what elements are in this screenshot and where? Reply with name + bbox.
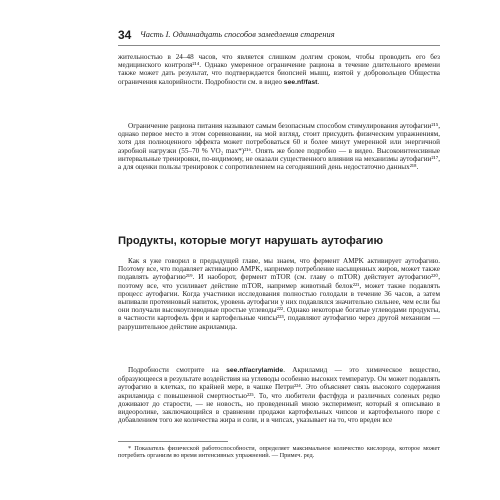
header-rule [118,45,440,46]
paragraph-2 [118,122,440,171]
acrylamide-link[interactable]: see.nf/acrylamide [226,367,284,374]
footnote-text: * Показатель физической работоспособности, определяет максимальное количество кислорода, которое может потребить организм во время интенсивных упражнений. — Примеч. ред. [118,445,440,460]
paragraph-3-text: Как я уже говорил в предыдущей главе, мы знаем, что фермент AMPK активирует аутофагию. Поэтому все, что подавляет активацию AMPK, например потребление насыщенных жиров, может также подавлять аутофагию²¹⁹. И наоборот, фермент mTOR (см. главу о mTOR) действует аутофагию²²⁰, поэтому все, что усиливает действие mTOR, например животный белок²²¹, может также подавлять процесс аутофагии. Когда участники исследования полностью голодали в течение 36 часов, а затем выпивали протеиновый напиток, уровень аутофагии у них подавлялся значительно сильнее, чем если бы они получали высокоуглеводные простые углеводы²²². Однако некоторые богатые углеводами продукты, в частности картофель фри и картофельные чипсы²²³, подавляют аутофагию через другой механизм — разрушительное действие акриламида. [118,257,440,331]
fast-link[interactable]: see.nf/fast [283,78,318,86]
footnote [118,445,440,459]
paragraph-4 [118,366,440,424]
section-title: Продукты, которые могут нарушать аутофагию [118,235,384,247]
paragraph-3 [118,257,440,331]
page-header [118,28,418,42]
page-number: 34 [118,28,132,42]
footnote-rule [118,441,228,442]
paragraph-2-text: Ограничение рациона питания называют самым безопасным способом стимулирования аутофагии²¹⁵, однако первое место в этом соревновании, на мой взгляд, стоит присудить физическим упражнениям, хотя для полноценного эффекта может потребоваться 60 и более минут умеренной или энергичной аэробной нагрузки (55–70 % VO₂ max*)²¹⁶. Опять же более подробно — в видео. Высокоинтенсивные интервальные тренировки, по-видимому, не оказали существенного влияния на механизмы аутофагии²¹⁷, а для оценки пользы тренировок с сопротивлением на сегодняшний день недостаточно данных²¹⁸. [118,122,440,172]
paragraph-1 [118,53,440,87]
paragraph-1-text: жительностью в 24–48 часов, что является слишком долгим сроком, чтобы проводить его без медицинского контроля²¹⁴. Однако умеренное ограничение рациона в течение длительного времени также может дать результат, что подтверждается биопсией мышц, взятой у добровольцев Общества ограничения калорийности. Подробности см. в видео [118,53,440,86]
running-head: Часть I. Одиннадцать способов замедления старения [140,30,335,39]
paragraph-4-text-before: Подробности смотрите на [128,366,227,374]
paragraph-4-text-after: . Акриламид — это химическое вещество, образующееся в результате воздействия на углеводы особенно высоких температур. Он может подавлять аутофагию в клетках, по крайней мере, в чашке Петри²²⁴. Это объясняет связь высокого содержания акриламида с повышенной смертностью²²⁵. То, что любители фастфуда и различных соленых редко доживают до старости, — не новость, но проведенный мною эксперимент, который я описываю в видеоролике, заключающийся в сравнении продажи картофельных чипсов и картофельного пюре с добавлением того же количества жира и соли, и в чипсах, указывает на то, что вреден все [118,366,440,425]
paragraph-1-end: . [317,77,320,86]
